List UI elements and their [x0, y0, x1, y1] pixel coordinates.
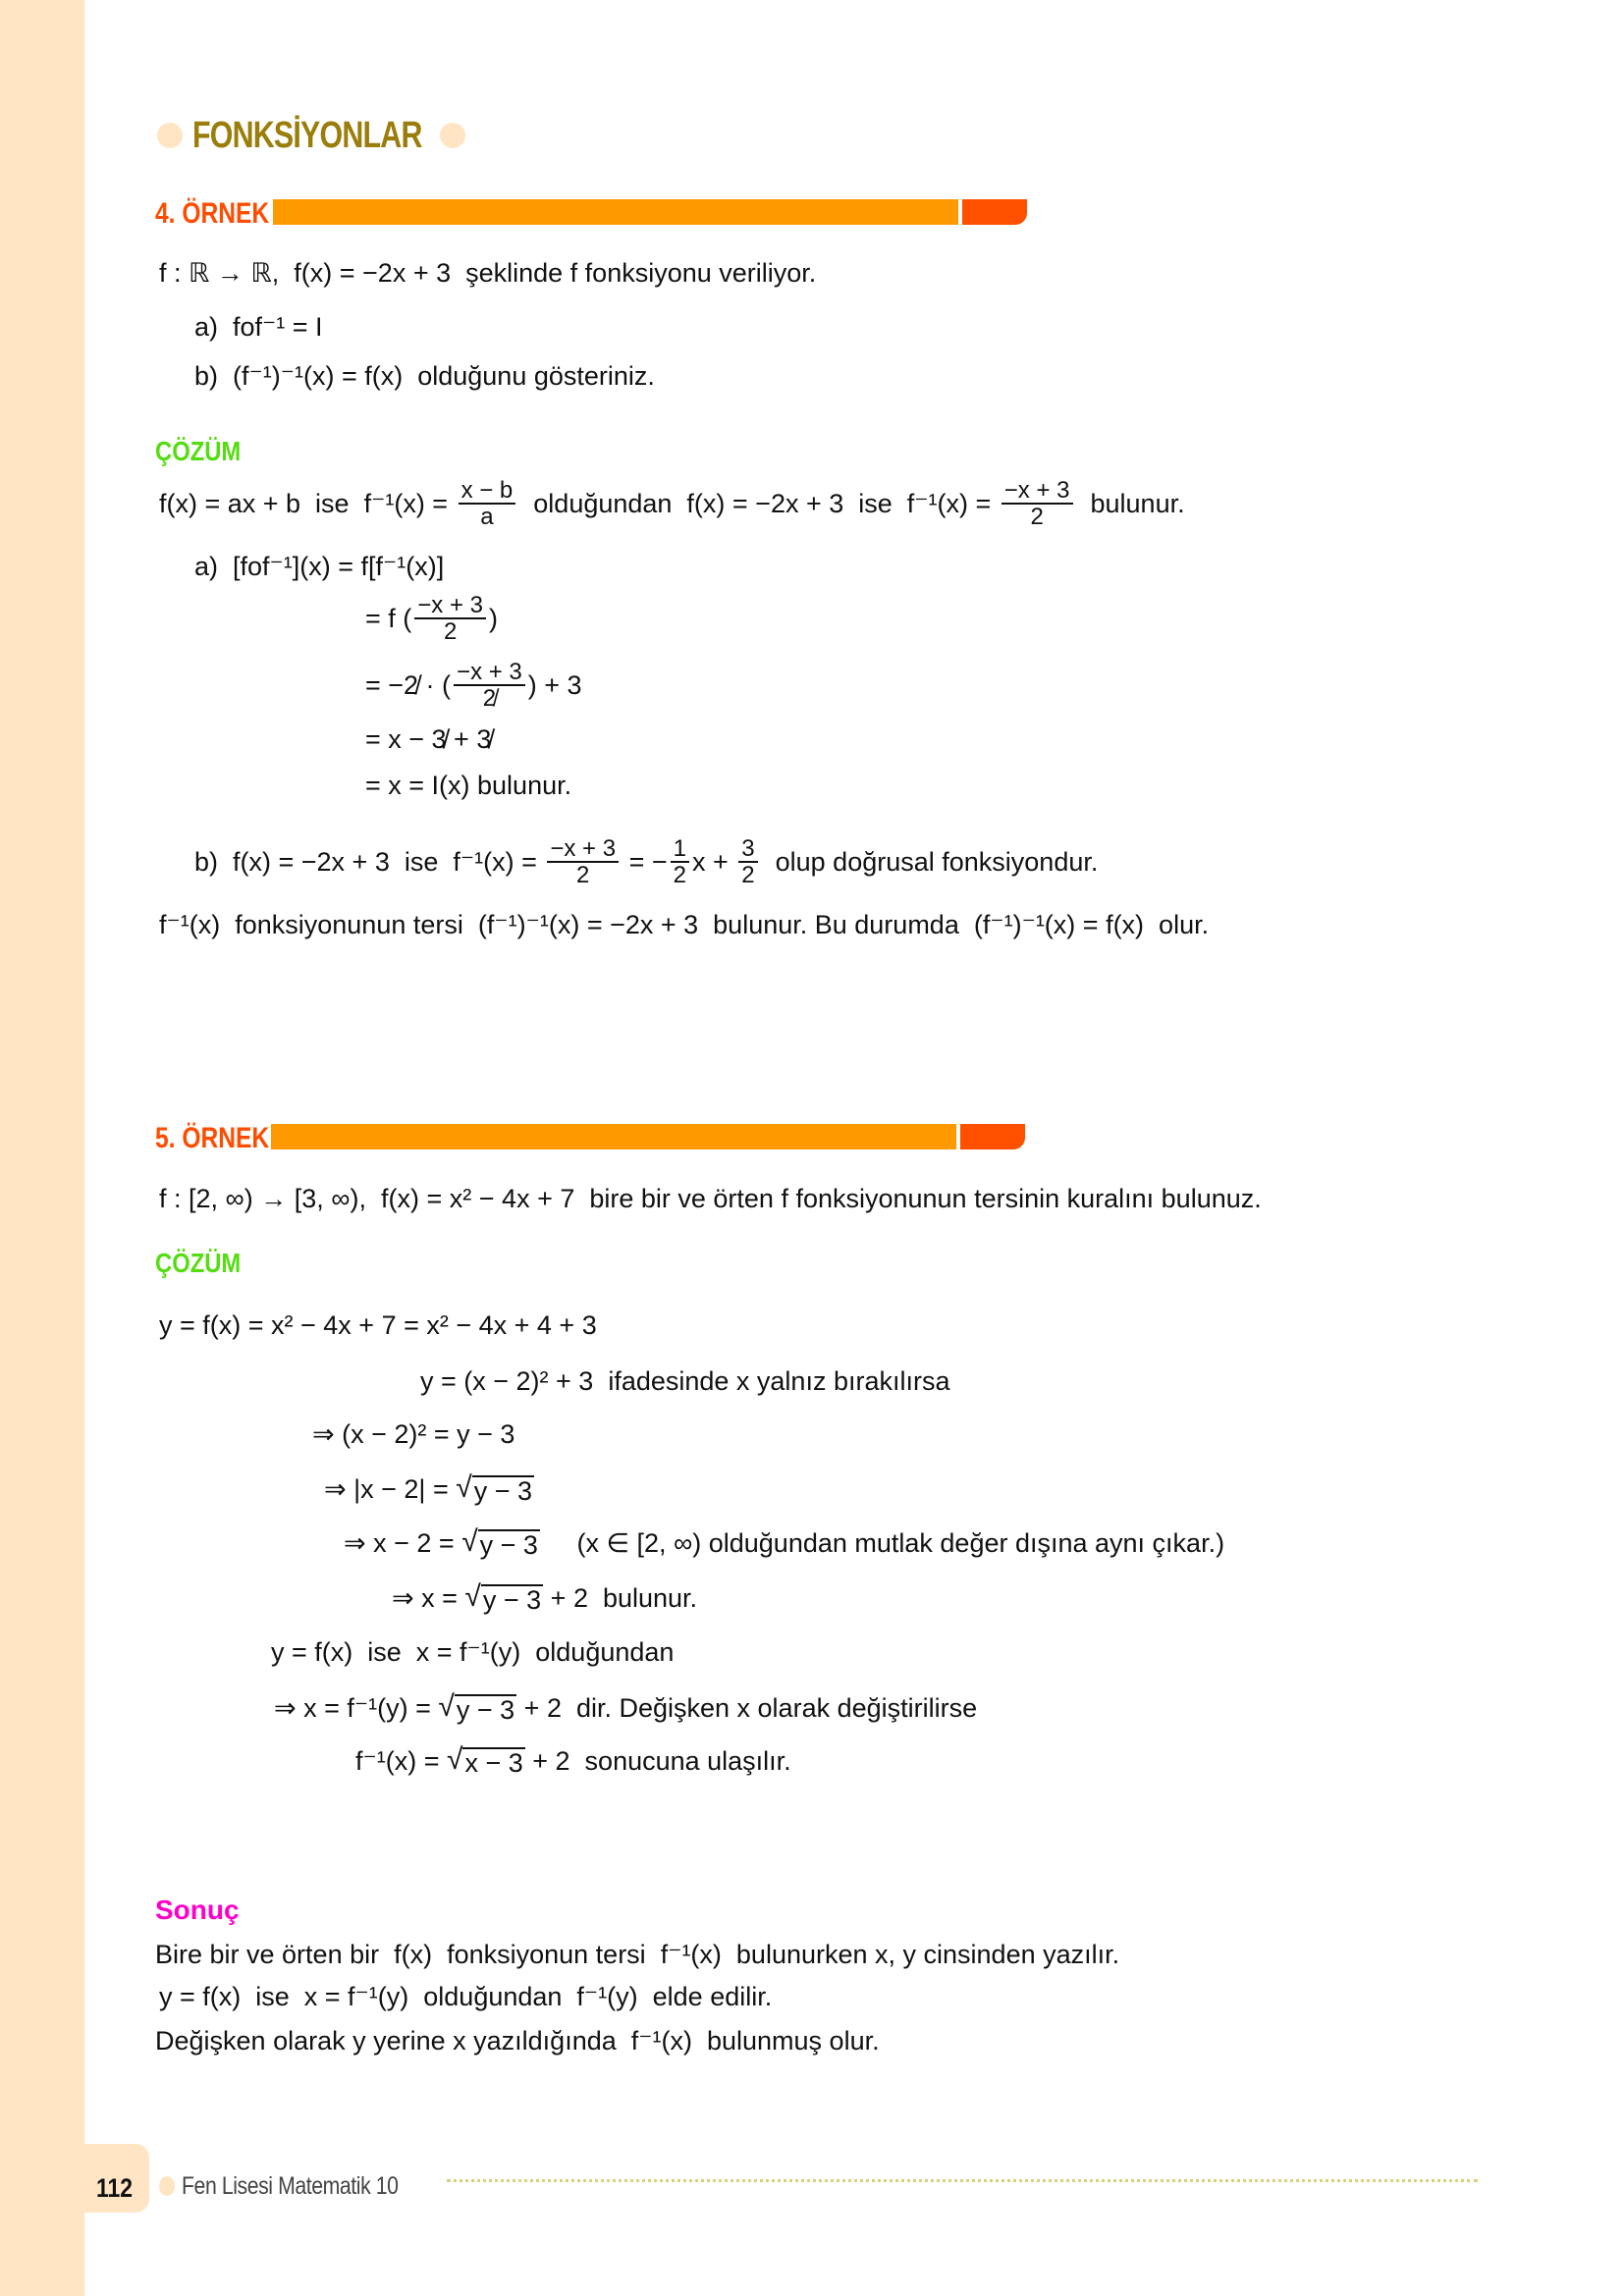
conclusion-heading: Sonuç — [155, 1895, 240, 1925]
math-text: y = f(x) ise x = f⁻¹(y) olduğundan f⁻¹(y) elde edilir. — [159, 1981, 773, 2011]
math-text: olup doğrusal fonksiyondur. — [760, 846, 1099, 877]
fraction — [671, 836, 689, 887]
radical-sign-icon: √ — [461, 1525, 478, 1559]
fraction-denominator: 2̸ — [482, 685, 497, 712]
chapter-title-text: FONKSİYONLAR — [192, 114, 422, 156]
fraction-numerator: −x + 3 — [454, 660, 525, 686]
radical-sign-icon: √ — [456, 1471, 472, 1505]
solution-line — [344, 1523, 1224, 1563]
radicand: x − 3 — [464, 1748, 523, 1779]
radical-sign-icon: √ — [464, 1580, 481, 1614]
math-text: f : [2, ∞) → [3, ∞), f(x) = x² − 4x + 7 bire bir ve örten f fonksiyonunun tersinin kuralını bulunuz. — [159, 1183, 1262, 1213]
math-text: = x = I(x) bulunur. — [365, 770, 572, 800]
bullet-dot-icon — [157, 123, 183, 148]
fraction-denominator: 2 — [576, 862, 590, 888]
fraction-numerator: −x + 3 — [1001, 478, 1073, 505]
solution-line — [392, 1578, 697, 1618]
math-text: Değişken olarak y yerine x yazıldığında f⁻¹(x) bulunmuş olur. — [155, 2025, 880, 2056]
problem-part-b — [194, 356, 655, 396]
math-text: b) f(x) = −2x + 3 ise f⁻¹(x) = — [194, 846, 545, 877]
solution-line — [274, 1688, 977, 1728]
fraction-numerator: 3 — [738, 836, 757, 863]
book-title: Fen Lisesi Matematik 10 — [182, 2172, 399, 2200]
math-text: a) fof⁻¹ = I — [194, 311, 323, 342]
math-text: f⁻¹(x) = — [355, 1745, 447, 1776]
solution-line — [420, 1362, 950, 1401]
math-text: = x − 3̸ + 3̸ — [365, 723, 492, 754]
square-root — [447, 1743, 525, 1779]
math-text: y = (x − 2)² + 3 ifadesinde x yalnız bırakılırsa — [420, 1365, 950, 1396]
problem-statement — [159, 1179, 1262, 1218]
square-root — [456, 1471, 534, 1507]
fraction-numerator: 1 — [671, 836, 689, 863]
solution-line — [194, 547, 444, 586]
conclusion-line — [159, 1977, 772, 2016]
math-text: ⇒ x = — [392, 1582, 465, 1613]
solution-line — [271, 1632, 674, 1672]
square-root — [438, 1690, 516, 1726]
solution-line — [365, 766, 571, 805]
example-5-bar — [271, 1124, 956, 1149]
bullet-dot-icon — [440, 123, 465, 148]
math-text: = − — [622, 846, 668, 877]
solution-line — [159, 476, 1185, 530]
page-number: 112 — [96, 2173, 134, 2203]
solution-line — [365, 720, 491, 759]
square-root — [461, 1525, 540, 1561]
radicand: y − 3 — [479, 1530, 538, 1561]
solution-line — [159, 905, 1209, 944]
solution-line — [365, 658, 582, 712]
math-text: f : ℝ → ℝ, f(x) = −2x + 3 şeklinde f fonksiyonu veriliyor. — [159, 257, 817, 288]
math-text: olduğundan f(x) = −2x + 3 ise f⁻¹(x) = — [518, 488, 999, 518]
math-text: + 2 bulunur. — [543, 1582, 698, 1613]
example-4-bar-end — [962, 199, 1027, 225]
math-text: ) — [488, 603, 498, 633]
solution-line — [194, 834, 1099, 888]
solution-line — [365, 591, 498, 645]
fraction-denominator: 2 — [741, 862, 755, 888]
footer-dot-icon — [159, 2176, 175, 2196]
radicand: y − 3 — [456, 1695, 515, 1726]
fraction-denominator: 2 — [443, 618, 458, 645]
math-text: Bire bir ve örten bir f(x) fonksiyonun tersi f⁻¹(x) bulunurken x, y cinsinden yazılır. — [155, 1939, 1120, 1969]
example-4-header — [155, 199, 273, 229]
math-text: y = f(x) = x² − 4x + 7 = x² − 4x + 4 + 3 — [159, 1309, 597, 1340]
radicand: y − 3 — [473, 1476, 532, 1507]
math-text: y = f(x) ise x = f⁻¹(y) olduğundan — [271, 1636, 675, 1667]
math-text: f⁻¹(x) fonksiyonunun tersi (f⁻¹)⁻¹(x) = −2x + 3 bulunur. Bu durumda (f⁻¹)⁻¹(x) = f(x) olur. — [159, 909, 1210, 939]
solution-line — [159, 1306, 597, 1345]
chapter-title — [157, 110, 465, 161]
math-text: b) (f⁻¹)⁻¹(x) = f(x) olduğunu gösteriniz. — [194, 360, 655, 391]
radicand: y − 3 — [482, 1585, 542, 1616]
square-root — [464, 1580, 543, 1616]
fraction — [454, 660, 525, 711]
fraction-denominator: 2 — [673, 862, 686, 888]
solution-heading: ÇÖZÜM — [155, 436, 242, 466]
solution-line — [355, 1741, 791, 1781]
problem-part-a — [194, 307, 323, 347]
solution-heading: ÇÖZÜM — [155, 1248, 242, 1278]
math-text: a) [fof⁻¹](x) = f[f⁻¹(x)] — [194, 551, 445, 581]
solution-line — [324, 1469, 534, 1509]
math-text: + 2 sonucuna ulaşılır. — [524, 1745, 791, 1776]
math-text: (x ∈ [2, ∞) olduğundan mutlak değer dışına aynı çıkar.) — [539, 1527, 1225, 1558]
fraction-numerator: x − b — [459, 478, 516, 505]
example-5-bar-end — [960, 1124, 1025, 1149]
footer-dotted-rule — [447, 2179, 1478, 2182]
fraction — [547, 836, 619, 887]
fraction — [1001, 478, 1073, 529]
problem-statement — [159, 253, 816, 293]
conclusion-line — [155, 1935, 1119, 1974]
fraction-denominator: 2 — [1030, 504, 1044, 530]
math-text: f(x) = ax + b ise f⁻¹(x) = — [159, 488, 456, 518]
example-4-label: 4. ÖRNEK — [155, 197, 270, 230]
math-text: ⇒ (x − 2)² = y − 3 — [312, 1418, 515, 1449]
fraction-denominator: a — [480, 504, 494, 530]
solution-line — [312, 1415, 514, 1454]
math-text: = f ( — [365, 603, 412, 633]
fraction — [414, 593, 486, 644]
fraction-numerator: −x + 3 — [414, 593, 486, 619]
math-text: ⇒ |x − 2| = — [324, 1473, 457, 1504]
fraction — [459, 478, 516, 529]
fraction — [738, 836, 757, 887]
example-5-header — [155, 1124, 273, 1153]
math-text: bulunur. — [1075, 488, 1185, 518]
radical-sign-icon: √ — [438, 1690, 455, 1724]
math-text: ⇒ x − 2 = — [344, 1527, 462, 1558]
example-4-bar — [273, 199, 958, 225]
math-text: ⇒ x = f⁻¹(y) = — [274, 1692, 439, 1723]
math-text: x + — [691, 846, 736, 877]
math-text: + 2 dir. Değişken x olarak değiştirilirse — [516, 1692, 978, 1723]
example-5-label: 5. ÖRNEK — [155, 1122, 270, 1154]
math-text: ) + 3 — [527, 669, 582, 700]
fraction-numerator: −x + 3 — [547, 836, 619, 863]
math-text: = −2̸ · ( — [365, 669, 452, 700]
page-margin-band — [0, 0, 84, 2296]
radical-sign-icon: √ — [447, 1743, 463, 1777]
conclusion-line — [155, 2021, 880, 2060]
